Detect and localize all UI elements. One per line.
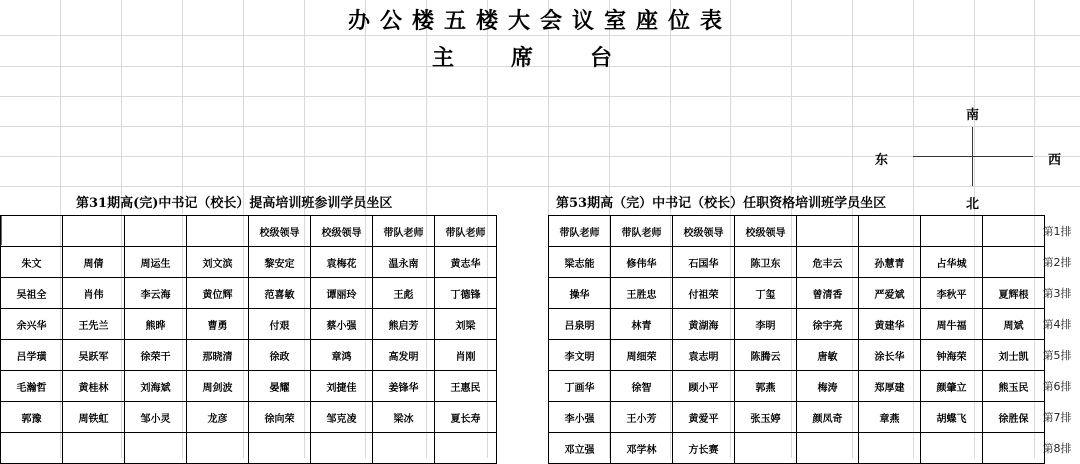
right-seat-cell[interactable]: 梁志能 [549, 247, 611, 278]
right-seat-cell[interactable]: 涂长华 [859, 340, 921, 371]
right-seat-cell[interactable]: 熊玉民 [983, 371, 1045, 402]
left-seat-cell[interactable]: 吴跃军 [63, 340, 125, 371]
left-seat-cell[interactable]: 谭丽玲 [311, 278, 373, 309]
right-seat-cell[interactable]: 带队老师 [549, 216, 611, 247]
right-row [549, 340, 1045, 371]
right-seat-cell[interactable]: 钟海荣 [921, 340, 983, 371]
left-seat-cell[interactable]: 带队老师 [435, 216, 497, 247]
left-seat-cell[interactable]: 王彪 [373, 278, 435, 309]
compass-vertical-line [972, 127, 973, 186]
right-seat-cell[interactable]: 陈卫东 [735, 247, 797, 278]
right-row [549, 433, 1045, 464]
right-seat-cell[interactable]: 丁玺 [735, 278, 797, 309]
left-seat-cell[interactable]: 晏耀 [249, 371, 311, 402]
left-seat-cell[interactable]: 吕学璜 [1, 340, 63, 371]
right-seat-cell[interactable]: 石国华 [673, 247, 735, 278]
left-seat-cell[interactable] [1, 216, 63, 247]
right-seat-cell[interactable]: 章燕 [859, 402, 921, 433]
compass-east: 东 [875, 153, 889, 168]
left-seat-cell[interactable]: 带队老师 [373, 216, 435, 247]
right-row [549, 247, 1045, 278]
left-seat-cell[interactable]: 夏长寿 [435, 402, 497, 433]
left-seat-cell[interactable]: 毛瀚哲 [1, 371, 63, 402]
right-seat-cell[interactable]: 徐智 [611, 371, 673, 402]
left-seat-cell[interactable]: 那晓清 [187, 340, 249, 371]
right-seat-cell[interactable]: 黄湖海 [673, 309, 735, 340]
right-seat-cell[interactable]: 颜凤奇 [797, 402, 859, 433]
right-seat-cell[interactable]: 郑厚建 [859, 371, 921, 402]
left-seat-cell[interactable]: 黄位辉 [187, 278, 249, 309]
left-seat-cell[interactable]: 肖伟 [63, 278, 125, 309]
right-row [549, 402, 1045, 433]
row-label: 第2排 [1042, 256, 1072, 269]
left-seat-cell[interactable]: 刘捷佳 [311, 371, 373, 402]
right-seat-cell[interactable]: 刘士凯 [983, 340, 1045, 371]
left-row [1, 340, 497, 371]
left-section-title: 第31期高(完)中书记（校长）提高培训班参训学员坐区 [76, 196, 393, 211]
left-row [1, 402, 497, 433]
left-seat-cell[interactable]: 校级领导 [249, 216, 311, 247]
right-seat-cell[interactable]: 王小芳 [611, 402, 673, 433]
left-seat-cell[interactable]: 黎安定 [249, 247, 311, 278]
left-seat-cell[interactable]: 王惠民 [435, 371, 497, 402]
right-seat-cell[interactable]: 李秋平 [921, 278, 983, 309]
right-seat-cell[interactable]: 严爱斌 [859, 278, 921, 309]
left-seat-cell[interactable] [1, 433, 63, 464]
left-seat-cell[interactable]: 黄志华 [435, 247, 497, 278]
left-row [1, 216, 497, 247]
right-seat-cell[interactable]: 邓学林 [611, 433, 673, 464]
left-seat-cell[interactable] [63, 433, 125, 464]
left-seat-cell[interactable]: 邹克凌 [311, 402, 373, 433]
right-seat-cell[interactable]: 李小强 [549, 402, 611, 433]
right-row [549, 216, 1045, 247]
right-seat-cell[interactable]: 夏辉根 [983, 278, 1045, 309]
row-label: 第8排 [1042, 442, 1072, 455]
right-seat-cell[interactable]: 黄爱平 [673, 402, 735, 433]
left-seat-cell[interactable]: 徐荣干 [125, 340, 187, 371]
compass-horizontal-line [913, 156, 1033, 157]
page-title: 办公楼五楼大会议室座位表 [347, 8, 732, 34]
right-section-title: 第53期高（完）中书记（校长）任职资格培训班学员坐区 [556, 196, 887, 211]
left-row [1, 371, 497, 402]
right-seat-cell[interactable]: 周细荣 [611, 340, 673, 371]
left-seat-cell[interactable]: 邹小灵 [125, 402, 187, 433]
left-seat-cell[interactable]: 刘海斌 [125, 371, 187, 402]
right-seat-cell[interactable]: 付祖荣 [673, 278, 735, 309]
row-label: 第1排 [1042, 225, 1072, 238]
left-seat-cell[interactable]: 温永南 [373, 247, 435, 278]
left-seat-cell[interactable]: 梁冰 [373, 402, 435, 433]
right-seat-cell[interactable]: 梅涛 [797, 371, 859, 402]
right-seat-cell[interactable]: 周牛福 [921, 309, 983, 340]
row-label: 第3排 [1042, 287, 1072, 300]
right-seat-cell[interactable]: 徐宇亮 [797, 309, 859, 340]
right-seat-cell[interactable] [859, 433, 921, 464]
right-seat-cell[interactable]: 校级领导 [673, 216, 735, 247]
right-seat-cell[interactable]: 修伟华 [611, 247, 673, 278]
right-seat-cell[interactable]: 占华城 [921, 247, 983, 278]
right-seat-cell[interactable]: 袁志明 [673, 340, 735, 371]
left-seat-cell[interactable]: 肖刚 [435, 340, 497, 371]
left-seat-cell[interactable] [187, 433, 249, 464]
left-seat-cell[interactable]: 周运生 [125, 247, 187, 278]
left-seat-cell[interactable]: 徐向荣 [249, 402, 311, 433]
right-seat-cell[interactable]: 徐胜保 [983, 402, 1045, 433]
right-row [549, 278, 1045, 309]
right-seat-cell[interactable]: 操华 [549, 278, 611, 309]
left-row [1, 278, 497, 309]
right-seat-cell[interactable]: 陈腾云 [735, 340, 797, 371]
right-seat-cell[interactable]: 吕泉明 [549, 309, 611, 340]
right-seat-cell[interactable]: 方长赛 [673, 433, 735, 464]
right-seat-cell[interactable]: 黄建华 [859, 309, 921, 340]
left-seat-cell[interactable] [311, 433, 373, 464]
left-seat-cell[interactable]: 龙彦 [187, 402, 249, 433]
left-seat-cell[interactable]: 朱文 [1, 247, 63, 278]
left-seat-cell[interactable]: 余兴华 [1, 309, 63, 340]
left-seat-cell[interactable]: 章鸿 [311, 340, 373, 371]
compass-south: 南 [966, 108, 980, 123]
right-seat-cell[interactable] [921, 216, 983, 247]
left-seat-cell[interactable]: 付艰 [249, 309, 311, 340]
right-seat-cell[interactable] [797, 216, 859, 247]
left-seat-cell[interactable] [187, 216, 249, 247]
left-seat-cell[interactable]: 范喜敏 [249, 278, 311, 309]
left-seat-cell[interactable] [435, 433, 497, 464]
left-seat-cell[interactable]: 蔡小强 [311, 309, 373, 340]
right-seat-cell[interactable]: 邓立强 [549, 433, 611, 464]
left-row [1, 309, 497, 340]
compass-west: 西 [1048, 153, 1062, 168]
right-seat-cell[interactable]: 周斌 [983, 309, 1045, 340]
left-seat-cell[interactable]: 曹勇 [187, 309, 249, 340]
row-label: 第5排 [1042, 349, 1072, 362]
left-seat-cell[interactable]: 周剑波 [187, 371, 249, 402]
left-seat-cell[interactable]: 郭豫 [1, 402, 63, 433]
right-seat-cell[interactable]: 张玉婷 [735, 402, 797, 433]
right-seat-cell[interactable]: 王胜忠 [611, 278, 673, 309]
podium-char-3: 台 [589, 45, 612, 71]
left-seat-cell[interactable] [63, 216, 125, 247]
right-seat-cell[interactable] [859, 216, 921, 247]
right-seat-cell[interactable]: 郭燕 [735, 371, 797, 402]
left-seat-cell[interactable]: 周铁虹 [63, 402, 125, 433]
right-seat-cell[interactable]: 李明 [735, 309, 797, 340]
left-seat-cell[interactable]: 刘梁 [435, 309, 497, 340]
left-row [1, 433, 497, 464]
right-row [549, 309, 1045, 340]
right-seat-cell[interactable]: 危丰云 [797, 247, 859, 278]
podium-char-2: 席 [510, 45, 533, 71]
left-seat-cell[interactable] [125, 216, 187, 247]
right-seat-cell[interactable]: 唐敏 [797, 340, 859, 371]
left-seat-cell[interactable]: 姜锋华 [373, 371, 435, 402]
podium-char-1: 主 [432, 45, 455, 71]
left-seat-cell[interactable]: 李云海 [125, 278, 187, 309]
left-seat-cell[interactable]: 刘文滨 [187, 247, 249, 278]
right-seat-table [548, 215, 1045, 464]
row-label: 第6排 [1042, 380, 1072, 393]
right-seat-cell[interactable]: 胡蝶飞 [921, 402, 983, 433]
left-seat-cell[interactable] [373, 433, 435, 464]
right-seat-cell[interactable]: 校级领导 [735, 216, 797, 247]
left-seat-cell[interactable]: 吴祖全 [1, 278, 63, 309]
right-row [549, 371, 1045, 402]
left-seat-cell[interactable]: 黄桂林 [63, 371, 125, 402]
right-seat-cell[interactable]: 带队老师 [611, 216, 673, 247]
row-label: 第4排 [1042, 318, 1072, 331]
right-seat-cell[interactable]: 林青 [611, 309, 673, 340]
left-seat-cell[interactable]: 徐政 [249, 340, 311, 371]
left-seat-cell[interactable] [249, 433, 311, 464]
left-seat-cell[interactable]: 王先兰 [63, 309, 125, 340]
right-seat-cell[interactable] [735, 433, 797, 464]
row-labels [1034, 216, 1080, 464]
right-seat-cell[interactable]: 曾清香 [797, 278, 859, 309]
left-seat-cell[interactable]: 熊启芳 [373, 309, 435, 340]
left-seat-cell[interactable] [125, 433, 187, 464]
left-seat-cell[interactable]: 高发明 [373, 340, 435, 371]
row-label: 第7排 [1042, 411, 1072, 424]
podium-label [432, 41, 612, 72]
compass-north: 北 [966, 197, 980, 212]
right-seat-cell[interactable]: 李文明 [549, 340, 611, 371]
left-row [1, 247, 497, 278]
right-seat-cell[interactable] [797, 433, 859, 464]
right-seat-cell[interactable]: 颜肇立 [921, 371, 983, 402]
left-seat-cell[interactable]: 袁梅花 [311, 247, 373, 278]
left-seat-table [0, 215, 497, 464]
right-seat-cell[interactable] [921, 433, 983, 464]
left-seat-cell[interactable]: 丁德锋 [435, 278, 497, 309]
right-seat-cell[interactable]: 丁画华 [549, 371, 611, 402]
left-seat-cell[interactable]: 熊晔 [125, 309, 187, 340]
left-seat-cell[interactable]: 周倩 [63, 247, 125, 278]
right-seat-cell[interactable]: 孙慧青 [859, 247, 921, 278]
left-seat-cell[interactable]: 校级领导 [311, 216, 373, 247]
right-seat-cell[interactable]: 顾小平 [673, 371, 735, 402]
